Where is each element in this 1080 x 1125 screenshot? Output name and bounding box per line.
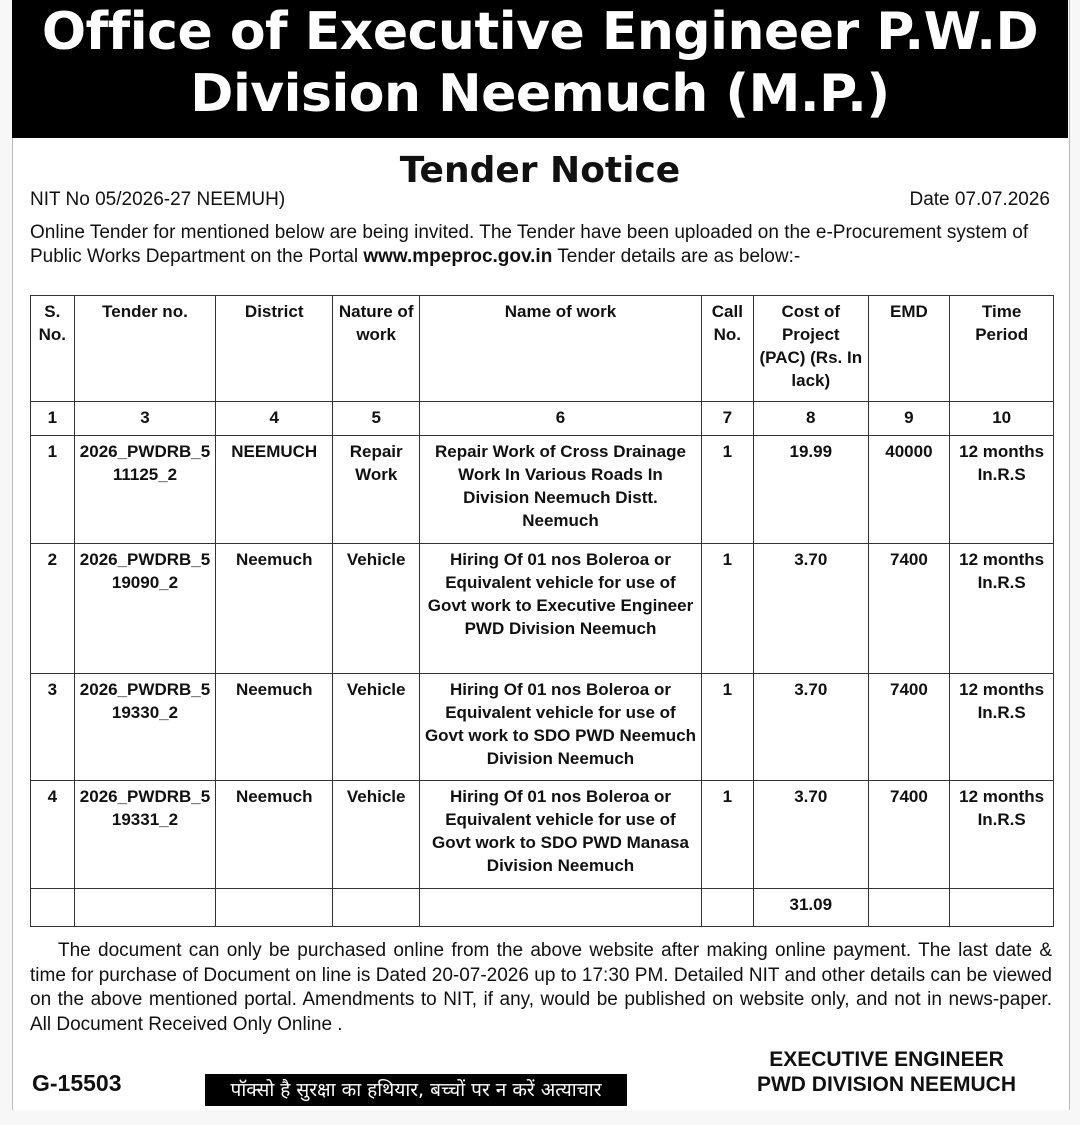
table-header-row <box>31 296 1054 402</box>
total-empty-cell <box>701 889 753 927</box>
header-time-period: Time Period <box>950 296 1054 402</box>
cell-cost: 3.70 <box>754 781 869 889</box>
cell-tender-no: 2026_PWDRB_519330_2 <box>74 674 216 781</box>
signature-block <box>757 1047 1016 1097</box>
cell-sno: 3 <box>31 674 75 781</box>
nit-number: NIT No 05/2026-27 NEEMUH) <box>30 189 286 210</box>
cell-district: Neemuch <box>216 674 333 781</box>
column-number: 5 <box>333 402 420 436</box>
cell-name-of-work: Hiring Of 01 nos Boleroa or Equivalent vehicle for use of Govt work to SDO PWD Neemuch Division Neemuch <box>420 674 701 781</box>
total-empty-cell <box>868 889 950 927</box>
column-number: 8 <box>754 402 869 436</box>
total-empty-cell <box>74 889 216 927</box>
signature-title: EXECUTIVE ENGINEER <box>769 1048 1004 1071</box>
intro-paragraph <box>30 221 1055 269</box>
header-name-of-work: Name of work <box>420 296 701 402</box>
signature-office: PWD DIVISION NEEMUCH <box>756 1073 1016 1096</box>
header-nature-of-work: Nature of work <box>333 296 420 402</box>
cell-call-no: 1 <box>701 674 753 781</box>
cell-name-of-work: Hiring Of 01 nos Boleroa or Equivalent vehicle for use of Govt work to Executive Engineer PWD Division Neemuch <box>420 544 701 674</box>
table-row <box>31 436 1054 544</box>
cell-name-of-work: Hiring Of 01 nos Boleroa or Equivalent vehicle for use of Govt work to SDO PWD Manasa Division Neemuch <box>420 781 701 889</box>
cell-time-period: 12 months In.R.S <box>950 544 1054 674</box>
column-number: 4 <box>216 402 333 436</box>
cell-cost: 19.99 <box>754 436 869 544</box>
cell-emd: 7400 <box>868 544 950 674</box>
column-number: 9 <box>868 402 950 436</box>
cell-sno: 4 <box>31 781 75 889</box>
intro-text-before: Online Tender for mentioned below are being invited. The Tender have been uploaded on the e-Procurement system of Public Works Department on the Portal <box>30 222 1029 267</box>
cell-call-no: 1 <box>701 781 753 889</box>
total-empty-cell <box>216 889 333 927</box>
total-empty-cell <box>950 889 1054 927</box>
header-cost-of-project: Cost of Project (PAC) (Rs. In lack) <box>754 296 869 402</box>
cell-sno: 1 <box>31 436 75 544</box>
column-number: 3 <box>74 402 216 436</box>
tender-table <box>30 295 1054 927</box>
cell-sno: 2 <box>31 544 75 674</box>
header-sno: S. No. <box>31 296 75 402</box>
cell-district: Neemuch <box>216 544 333 674</box>
cell-cost: 3.70 <box>754 544 869 674</box>
header-call-no: Call No. <box>701 296 753 402</box>
intro-text-after: Tender details are as below:- <box>552 246 801 267</box>
column-number: 10 <box>950 402 1054 436</box>
cell-time-period: 12 months In.R.S <box>950 781 1054 889</box>
slogan-banner: पॉक्सो है सुरक्षा का हथियार, बच्चों पर न करें अत्याचार <box>205 1074 627 1106</box>
cell-name-of-work: Repair Work of Cross Drainage Work In Various Roads In Division Neemuch Distt. Neemuch <box>420 436 701 544</box>
cell-tender-no: 2026_PWDRB_519090_2 <box>74 544 216 674</box>
cell-time-period: 12 months In.R.S <box>950 674 1054 781</box>
cell-nature-of-work: Vehicle <box>333 544 420 674</box>
footer-paragraph <box>30 939 1052 1037</box>
cell-nature-of-work: Vehicle <box>333 781 420 889</box>
total-empty-cell <box>333 889 420 927</box>
total-cost: 31.09 <box>754 889 869 927</box>
total-row <box>31 889 1054 927</box>
cell-tender-no: 2026_PWDRB_511125_2 <box>74 436 216 544</box>
cell-call-no: 1 <box>701 544 753 674</box>
cell-emd: 40000 <box>868 436 950 544</box>
cell-time-period: 12 months In.R.S <box>950 436 1054 544</box>
cell-district: Neemuch <box>216 781 333 889</box>
header-district: District <box>216 296 333 402</box>
notice-title: Tender Notice <box>399 150 681 191</box>
cell-call-no: 1 <box>701 436 753 544</box>
cell-nature-of-work: Vehicle <box>333 674 420 781</box>
table-row <box>31 674 1054 781</box>
header-emd: EMD <box>868 296 950 402</box>
cell-emd: 7400 <box>868 674 950 781</box>
portal-link[interactable]: www.mpeproc.gov.in <box>363 246 553 267</box>
notice-date: Date 07.07.2026 <box>909 189 1050 210</box>
column-number: 1 <box>31 402 75 436</box>
column-number-row <box>31 402 1054 436</box>
cell-district: NEEMUCH <box>216 436 333 544</box>
division-title: Division Neemuch (M.P.) <box>190 64 890 124</box>
table-row <box>31 544 1054 674</box>
total-empty-cell <box>31 889 75 927</box>
column-number: 7 <box>701 402 753 436</box>
cell-emd: 7400 <box>868 781 950 889</box>
office-title: Office of Executive Engineer P.W.D <box>41 2 1039 62</box>
cell-nature-of-work: Repair Work <box>333 436 420 544</box>
table-row <box>31 781 1054 889</box>
g-number: G-15503 <box>32 1070 122 1096</box>
footer-text: The document can only be purchased online from the above website after making online payment. The last date & time for purchase of Document on line is Dated 20-07-2026 up to 17:30 PM. Detailed NIT and other details can be viewed on the above mentioned portal. Amendments to NIT, if any, would be published on website only, and not in news-paper. All Document Received Only Online . <box>30 940 1052 1035</box>
masthead <box>12 0 1068 138</box>
header-tender-no: Tender no. <box>74 296 216 402</box>
column-number: 6 <box>420 402 701 436</box>
total-empty-cell <box>420 889 701 927</box>
cell-tender-no: 2026_PWDRB_519331_2 <box>74 781 216 889</box>
cell-cost: 3.70 <box>754 674 869 781</box>
